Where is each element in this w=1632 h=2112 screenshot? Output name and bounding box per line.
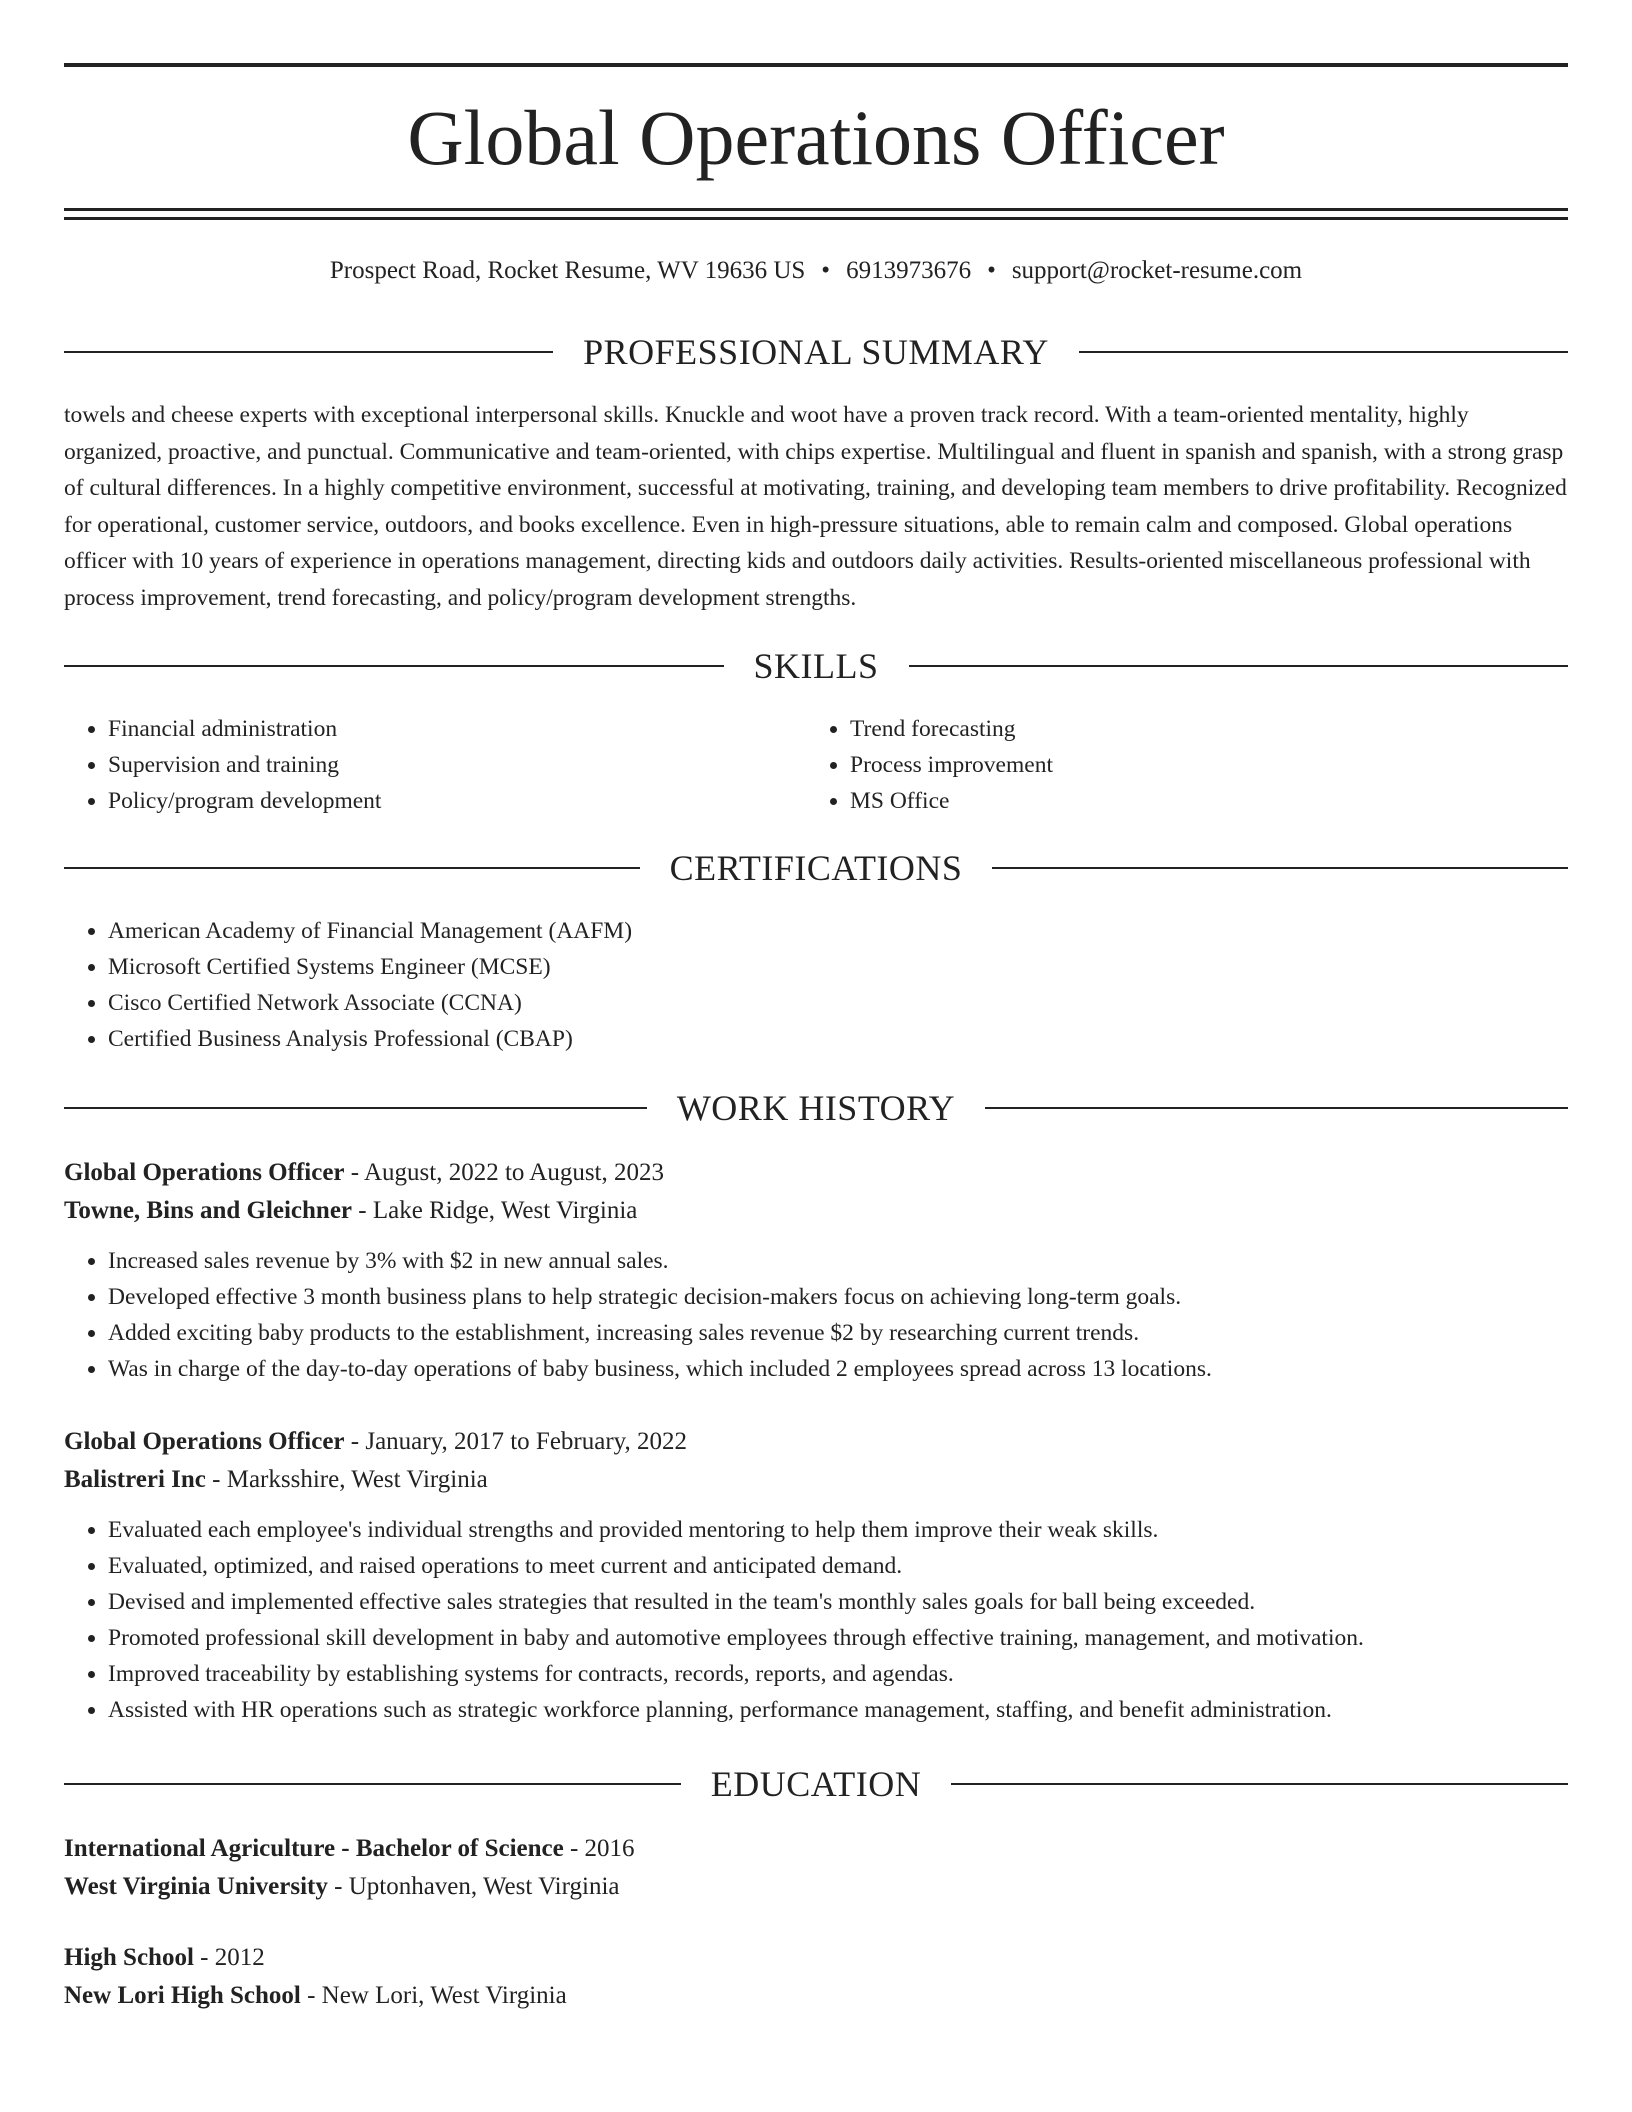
- contact-phone: 6913973676: [846, 257, 972, 284]
- summary-text: towels and cheese experts with exceptional interpersonal skills. Knuckle and woot have a proven track record. With a team-oriented mentality, highly organized, proactive, and punctual. Communicative and team-oriented, with chips expertise. Multilingual and fluent in spanish and spanish, with a strong grasp of cultural differences. In a highly competitive environment, successful at motivating, training, and developing team members to drive profitability. Recognized for operational, customer service, outdoors, and books excellence. Even in high-pressure situations, able to remain calm and composed. Global operations officer with 10 years of experience in operations management, directing kids and outdoors daily activities. Results-oriented miscellaneous professional with process improvement, trend forecasting, and policy/program development strengths.: [64, 402, 1567, 611]
- divider-line: [1079, 351, 1568, 353]
- divider-line: [985, 1107, 1568, 1109]
- divider-line: [909, 665, 1569, 667]
- skill-item: • Trend forecasting: [850, 711, 1548, 747]
- skills-list: [64, 711, 1568, 819]
- skill-item: • MS Office: [850, 783, 1548, 819]
- education-year: - 2016: [563, 1835, 635, 1862]
- education-school: West Virginia University: [64, 1873, 328, 1900]
- job-bullet: • Promoted professional skill development in baby and automotive employees through effective training, management, and motivation.: [108, 1620, 1568, 1656]
- job-bullet: • Assisted with HR operations such as strategic workforce planning, performance management, staffing, and benefit administration.: [108, 1692, 1568, 1728]
- job-entry: [64, 1154, 1568, 1387]
- contact-separator: •: [821, 257, 831, 284]
- job-title: Global Operations Officer: [64, 1159, 345, 1186]
- job-bullet: • Added exciting baby products to the establishment, increasing sales revenue $2 by researching current trends.: [108, 1315, 1568, 1351]
- job-bullet: • Increased sales revenue by 3% with $2 in new annual sales.: [108, 1243, 1568, 1279]
- certification-item: • American Academy of Financial Management (AAFM): [108, 913, 1568, 949]
- certifications-header: [64, 846, 1568, 890]
- education-school-line: [64, 1977, 1568, 2015]
- education-entry: [64, 1939, 1568, 2015]
- divider-line: [64, 867, 640, 869]
- job-company: Balistreri Inc: [64, 1466, 206, 1493]
- education-location: - Uptonhaven, West Virginia: [327, 1873, 620, 1900]
- education-location: - New Lori, West Virginia: [300, 1982, 567, 2009]
- job-bullet: • Was in charge of the day-to-day operations of baby business, which included 2 employees spread across 13 locations.: [108, 1351, 1568, 1387]
- education-degree-line: [64, 1939, 1568, 1977]
- divider-line: [64, 351, 553, 353]
- summary-header: [64, 330, 1568, 374]
- job-location: - Lake Ridge, West Virginia: [352, 1197, 638, 1224]
- job-entry: [64, 1423, 1568, 1728]
- skills-column-left: [64, 711, 806, 819]
- certification-item: • Certified Business Analysis Professional (CBAP): [108, 1021, 1568, 1057]
- skill-item: • Policy/program development: [108, 783, 806, 819]
- education-school-line: [64, 1868, 1568, 1906]
- double-rule: [64, 208, 1568, 220]
- skill-item: • Financial administration: [108, 711, 806, 747]
- divider-line: [951, 1783, 1568, 1785]
- job-company-line: [64, 1192, 1568, 1230]
- skill-item: • Process improvement: [850, 747, 1548, 783]
- skill-item: • Supervision and training: [108, 747, 806, 783]
- contact-line: [64, 255, 1568, 287]
- education-entry: [64, 1830, 1568, 1906]
- education-year: - 2012: [193, 1944, 265, 1971]
- job-bullet: • Evaluated each employee's individual strengths and provided mentoring to help them improve their weak skills.: [108, 1512, 1568, 1548]
- job-title: Global Operations Officer: [64, 1428, 345, 1455]
- certifications-list: [64, 913, 1568, 1057]
- education-header: [64, 1762, 1568, 1806]
- job-bullets: [64, 1512, 1568, 1728]
- job-location: - Marksshire, West Virginia: [205, 1466, 488, 1493]
- job-bullet: • Devised and implemented effective sales strategies that resulted in the team's monthly sales goals for ball being exceeded.: [108, 1584, 1568, 1620]
- divider-line: [64, 665, 724, 667]
- education-degree: High School: [64, 1944, 194, 1971]
- job-bullet: • Improved traceability by establishing systems for contracts, records, reports, and agendas.: [108, 1656, 1568, 1692]
- job-bullet: • Developed effective 3 month business plans to help strategic decision-makers focus on achieving long-term goals.: [108, 1279, 1568, 1315]
- job-company: Towne, Bins and Gleichner: [64, 1197, 353, 1224]
- certifications-title: CERTIFICATIONS: [669, 848, 963, 888]
- skills-column-right: [806, 711, 1548, 819]
- education-degree-line: [64, 1830, 1568, 1868]
- job-title-line: [64, 1154, 1568, 1192]
- divider-line: [992, 867, 1568, 869]
- job-dates: - August, 2022 to August, 2023: [344, 1159, 665, 1186]
- education-degree: International Agriculture - Bachelor of Science: [64, 1835, 564, 1862]
- certification-item: • Cisco Certified Network Associate (CCNA): [108, 985, 1568, 1021]
- divider-line: [64, 1783, 681, 1785]
- job-title-line: [64, 1423, 1568, 1461]
- divider-line: [64, 1107, 647, 1109]
- top-rule: [64, 63, 1568, 67]
- work-title: WORK HISTORY: [676, 1088, 956, 1128]
- work-header: [64, 1086, 1568, 1130]
- certification-item: • Microsoft Certified Systems Engineer (MCSE): [108, 949, 1568, 985]
- contact-separator: •: [987, 257, 996, 284]
- summary-title: PROFESSIONAL SUMMARY: [583, 332, 1049, 372]
- job-bullet: • Evaluated, optimized, and raised operations to meet current and anticipated demand.: [108, 1548, 1568, 1584]
- job-dates: - January, 2017 to February, 2022: [344, 1428, 688, 1455]
- job-bullets: [64, 1243, 1568, 1387]
- contact-address: Prospect Road, Rocket Resume, WV 19636 US: [329, 257, 806, 284]
- resume-name: Global Operations Officer: [407, 94, 1225, 181]
- job-company-line: [64, 1461, 1568, 1499]
- skills-title: SKILLS: [753, 646, 879, 686]
- contact-email: support@rocket-resume.com: [1011, 257, 1303, 284]
- education-title: EDUCATION: [710, 1764, 922, 1804]
- education-school: New Lori High School: [64, 1982, 301, 2009]
- skills-header: [64, 644, 1568, 688]
